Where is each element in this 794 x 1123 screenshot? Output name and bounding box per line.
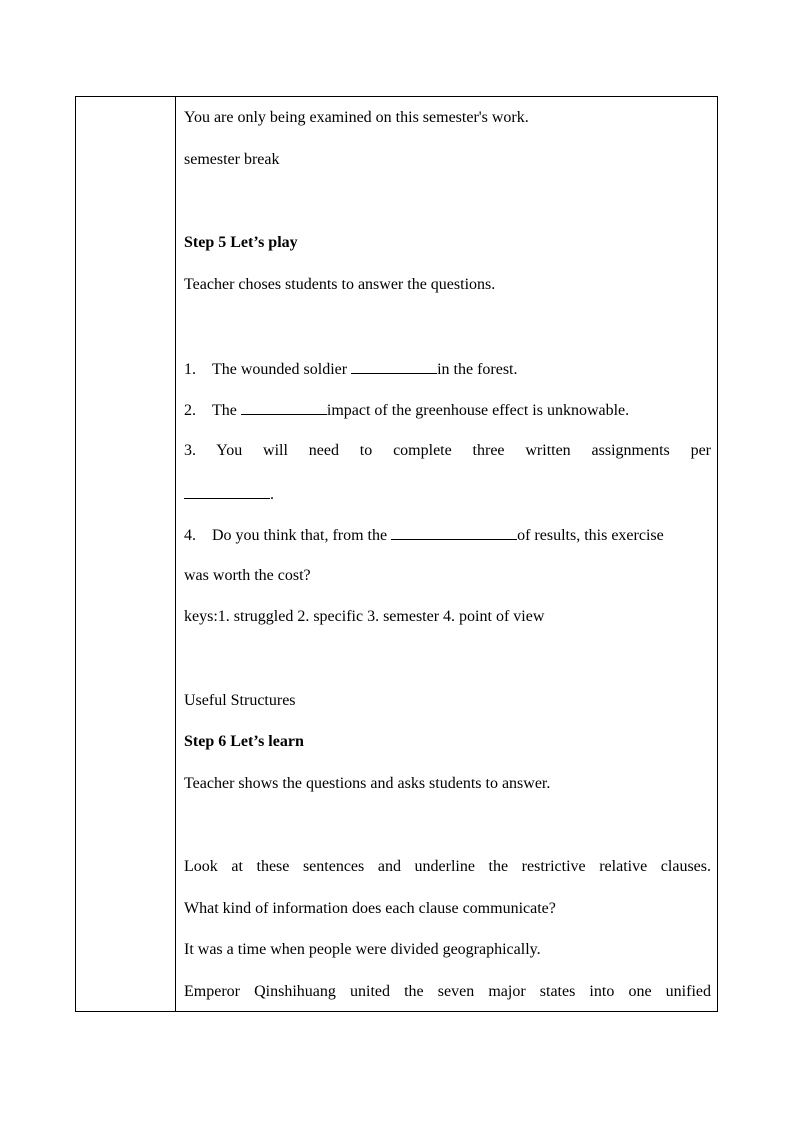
step5-instruction: Teacher choses students to answer the questions. bbox=[184, 276, 496, 293]
answer-keys: keys:1. struggled 2. specific 3. semester 4. point of view bbox=[184, 608, 545, 625]
question-2-number: 2. bbox=[184, 402, 196, 419]
question-2-text-a: The bbox=[212, 402, 237, 419]
left-column-cell bbox=[76, 97, 176, 1011]
underline-task: Look at these sentences and underline the restrictive relative clauses. bbox=[184, 858, 711, 875]
step5-heading: Step 5 Let’s play bbox=[184, 234, 298, 251]
question-4 bbox=[184, 524, 664, 546]
example-sentence-2: Emperor Qinshihuang united the seven major states into one unified bbox=[184, 983, 711, 1000]
question-4-text-b: of results, this exercise bbox=[517, 527, 664, 544]
question-3-blank bbox=[184, 483, 270, 499]
question-3: 3. You will need to complete three written assignments per bbox=[184, 442, 711, 459]
phrase-semester-break: semester break bbox=[184, 151, 280, 168]
step6-instruction: Teacher shows the questions and asks students to answer. bbox=[184, 775, 551, 792]
step6-heading: Step 6 Let’s learn bbox=[184, 733, 304, 750]
useful-structures-label: Useful Structures bbox=[184, 692, 296, 709]
question-3-end: . bbox=[270, 486, 274, 503]
question-2-text-b: impact of the greenhouse effect is unknowable. bbox=[326, 402, 630, 419]
sentence-semester-work: You are only being examined on this semester's work. bbox=[184, 109, 529, 126]
question-2-blank bbox=[241, 399, 327, 415]
question-1-text-b: in the forest. bbox=[437, 361, 518, 378]
question-1-text-a: The wounded soldier bbox=[212, 361, 348, 378]
content-cell bbox=[176, 97, 717, 1011]
information-question: What kind of information does each clause communicate? bbox=[184, 900, 556, 917]
question-4-number: 4. bbox=[184, 527, 196, 544]
question-4-blank bbox=[391, 524, 517, 540]
question-4-continued: was worth the cost? bbox=[184, 567, 311, 584]
question-1-number: 1. bbox=[184, 361, 196, 378]
question-2 bbox=[184, 399, 629, 421]
question-1-blank bbox=[351, 358, 437, 374]
question-4-text-a: Do you think that, from the bbox=[212, 527, 388, 544]
lesson-table bbox=[75, 96, 718, 1012]
question-1 bbox=[184, 358, 518, 380]
question-3-blank-line bbox=[184, 483, 274, 505]
example-sentence-1: It was a time when people were divided geographically. bbox=[184, 941, 541, 958]
